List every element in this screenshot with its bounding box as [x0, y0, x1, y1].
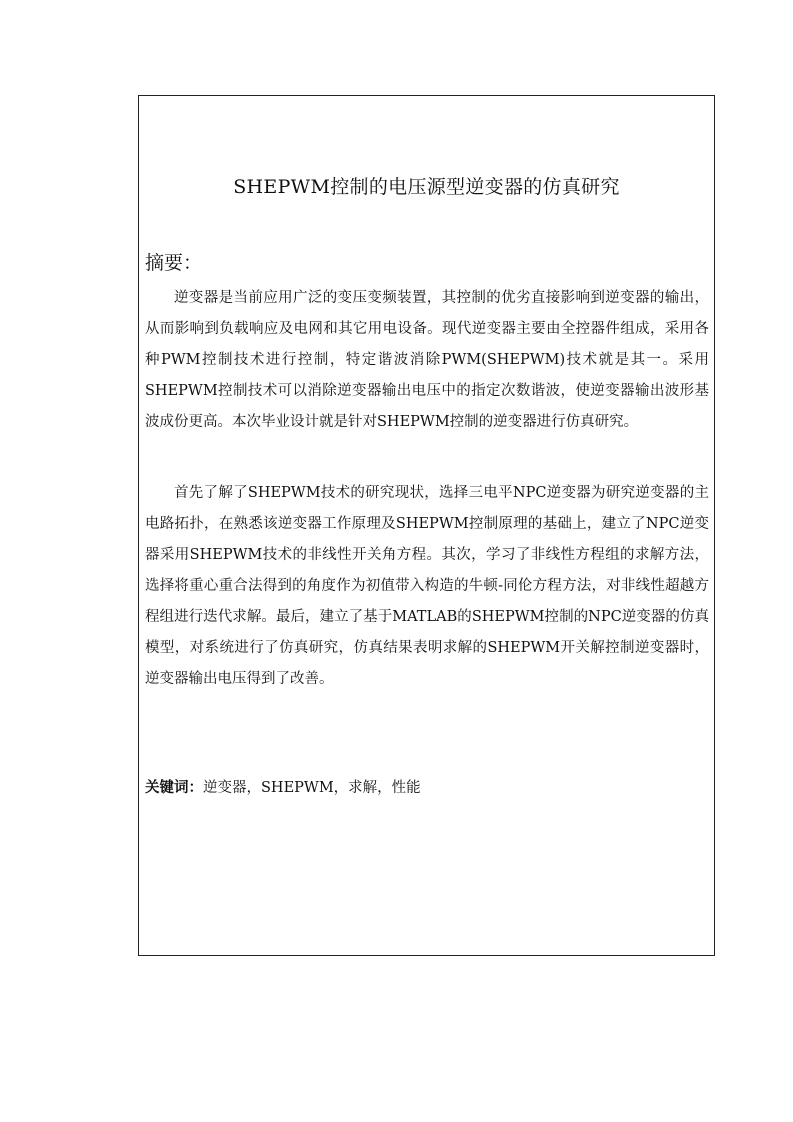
document-title: SHEPWM控制的电压源型逆变器的仿真研究 — [233, 176, 620, 198]
keywords-line — [145, 776, 421, 797]
abstract-paragraph-2: 首先了解了SHEPWM技术的研究现状，选择三电平NPC逆变器为研究逆变器的主电路拓扑，在熟悉该逆变器工作原理及SHEPWM控制原理的基础上，建立了NPC逆变器采用SHEPWM技术的非线性开关角方程。其次，学习了非线性方程组的求解方法，选择将重心重合法得到的角度作为初值带入构造的牛顿-同伦方程方法，对非线性超越方程组进行迭代求解。最后，建立了基于MATLAB的SHEPWM控制的NPC逆变器的仿真模型，对系统进行了仿真研究，仿真结果表明求解的SHEPWM开关解控制逆变器时，逆变器输出电压得到了改善。 — [145, 485, 709, 687]
abstract-paragraph-1: 逆变器是当前应用广泛的变压变频装置，其控制的优劣直接影响到逆变器的输出，从而影响到负载响应及电网和其它用电设备。现代逆变器主要由全控器件组成，采用各种PWM控制技术进行控制，特定谐波消除PWM(SHEPWM)技术就是其一。采用SHEPWM控制技术可以消除逆变器输出电压中的指定次数谐波，使逆变器输出波形基波成份更高。本次毕业设计就是针对SHEPWM控制的逆变器进行仿真研究。 — [145, 290, 709, 430]
abstract-frame — [138, 95, 715, 956]
keywords-value: 逆变器，SHEPWM，求解，性能 — [203, 780, 421, 796]
abstract-heading: 摘要： — [145, 252, 203, 274]
keywords-label: 关键词： — [145, 780, 203, 796]
